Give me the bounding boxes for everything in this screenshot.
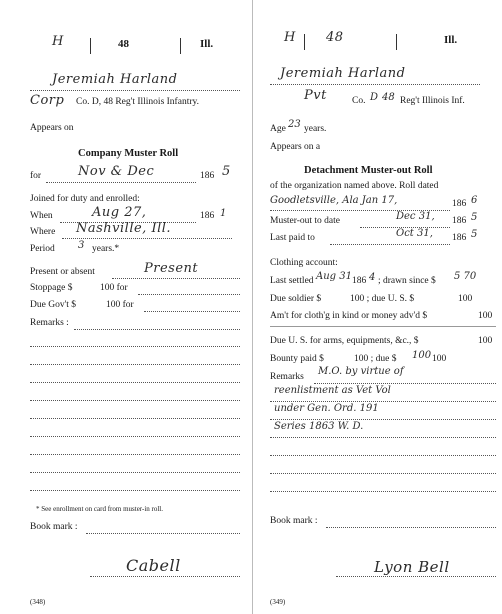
remarks-line [30, 382, 240, 383]
last-paid-line [330, 244, 450, 245]
year-label: 186 [200, 171, 215, 181]
due-soldier-end: 100 [458, 294, 473, 304]
bookmark-line [86, 533, 240, 534]
company-text: Co. D, 48 Reg't Illinois Infantry. [76, 97, 199, 107]
present-line [112, 278, 240, 279]
due-gov-line [144, 311, 240, 312]
age-suffix: years. [304, 124, 327, 134]
footnote: * See enrollment on card from muster-in roll. [36, 505, 163, 513]
remarks-line [314, 383, 496, 384]
for-label: for [30, 171, 42, 181]
header-separator [304, 34, 305, 50]
stoppage-line [138, 294, 240, 295]
drawn-value: 5 70 [454, 271, 477, 282]
due-soldier-label: Due soldier $ [270, 294, 322, 304]
due-gov-suffix: 100 for [106, 300, 134, 310]
period-suffix: years.* [92, 244, 120, 254]
header-separator [180, 38, 181, 54]
remarks-line [30, 454, 240, 455]
organization-line: of the organization named above. Roll dated [270, 181, 439, 191]
signature-line [336, 576, 496, 577]
remarks-line [30, 418, 240, 419]
stoppage-label: Stoppage $ [30, 283, 73, 293]
muster-out-label: Muster-out to date [270, 216, 340, 226]
company-letter: D [370, 92, 379, 103]
header-initial: H [52, 34, 64, 49]
stoppage-suffix: 100 for [100, 283, 128, 293]
left-card [0, 0, 250, 614]
name-line [270, 84, 480, 85]
year-value: 5 [222, 164, 231, 179]
remarks-line [30, 436, 240, 437]
last-settled-year: 186 [352, 276, 367, 286]
age-value: 23 [288, 119, 301, 130]
for-value: Nov & Dec [78, 164, 155, 179]
when-label: When [30, 211, 53, 221]
remarks-label: Remarks : [30, 318, 69, 328]
last-settled-value: Aug 31 [316, 271, 352, 282]
age-label: Age [270, 124, 286, 134]
company-suffix: Reg't Illinois Inf. [400, 96, 465, 106]
last-settled-year-value: 4 [369, 272, 376, 283]
state-abbrev: Ill. [444, 34, 458, 46]
copyist-signature: Lyon Bell [374, 558, 450, 576]
roll-dated-year: 186 [452, 199, 467, 209]
card-divider [252, 0, 253, 614]
header-separator [90, 38, 91, 54]
bounty-value: 100 [412, 350, 432, 361]
remarks-line [30, 472, 240, 473]
muster-out-value: Dec 31, [396, 211, 435, 222]
remarks-label: Remarks [270, 372, 304, 382]
due-gov-label: Due Gov't $ [30, 300, 77, 310]
signature-line [90, 576, 240, 577]
soldier-rank: Corp [30, 93, 65, 108]
roll-dated-value: Goodletsville, Ala Jan 17, [270, 195, 398, 206]
appears-on: Appears on a [270, 142, 321, 152]
remarks-line [270, 419, 496, 420]
footer-code: (348) [30, 598, 46, 606]
right-card [256, 0, 502, 614]
muster-out-year: 186 [452, 216, 467, 226]
when-year-value: 1 [220, 208, 227, 219]
company-number: 48 [382, 92, 395, 103]
for-line [46, 182, 196, 183]
soldier-name: Jeremiah Harland [52, 72, 178, 87]
present-value: Present [144, 261, 199, 276]
header-separator [396, 34, 397, 50]
last-paid-year: 186 [452, 233, 467, 243]
footer-code: (349) [270, 598, 286, 606]
state-abbrev: Ill. [200, 38, 214, 50]
bookmark-label: Book mark : [270, 516, 318, 526]
header-initial: H [284, 30, 296, 45]
remarks-line-3: under Gen. Ord. 191 [274, 403, 379, 414]
present-label: Present or absent [30, 267, 95, 277]
joined-label: Joined for duty and enrolled: [30, 194, 140, 204]
remarks-line [270, 437, 496, 438]
where-value: Nashville, Ill. [76, 221, 172, 236]
section-rule [270, 326, 496, 327]
last-paid-label: Last paid to [270, 233, 315, 243]
clothing-label: Clothing account: [270, 258, 338, 268]
regiment-number: 48 [118, 38, 129, 50]
bounty-end: 100 [432, 354, 447, 364]
last-paid-value: Oct 31, [396, 228, 433, 239]
last-settled-label: Last settled [270, 276, 314, 286]
amount-clothing-end: 100 [478, 311, 493, 321]
bounty-mid: 100 ; due $ [354, 354, 397, 364]
remarks-line [30, 364, 240, 365]
copyist-signature: Cabell [126, 556, 181, 575]
name-line [30, 90, 240, 91]
remarks-line [74, 329, 240, 330]
amount-clothing-label: Am't for cloth'g in kind or money adv'd $ [270, 311, 428, 321]
appears-on: Appears on [30, 123, 74, 133]
when-value: Aug 27, [92, 205, 147, 220]
roll-dated-year-value: 6 [471, 195, 478, 206]
period-label: Period [30, 244, 55, 254]
due-us-label: Due U. S. for arms, equipments, &c., $ [270, 336, 419, 346]
where-label: Where [30, 227, 56, 237]
muster-out-year-value: 5 [471, 212, 478, 223]
roll-title: Detachment Muster-out Roll [304, 165, 433, 176]
when-year-label: 186 [200, 211, 215, 221]
remarks-line [270, 455, 496, 456]
remarks-line [270, 401, 496, 402]
due-us-end: 100 [478, 336, 493, 346]
drawn-label: ; drawn since $ [378, 276, 436, 286]
bookmark-line [326, 527, 496, 528]
bounty-label: Bounty paid $ [270, 354, 324, 364]
last-paid-year-value: 5 [471, 229, 478, 240]
company-prefix: Co. [352, 96, 366, 106]
remarks-line-1: M.O. by virtue of [318, 366, 404, 377]
period-value: 3 [78, 240, 85, 251]
remarks-line [30, 400, 240, 401]
roll-title: Company Muster Roll [78, 148, 179, 159]
remarks-line [270, 473, 496, 474]
remarks-line [30, 490, 240, 491]
bookmark-label: Book mark : [30, 522, 78, 532]
regiment-number: 48 [326, 30, 344, 45]
remarks-line-4: Series 1863 W. D. [274, 421, 364, 432]
remarks-line [30, 346, 240, 347]
where-line [62, 238, 232, 239]
remarks-line-2: reenlistment as Vet Vol [274, 385, 391, 396]
remarks-line [270, 491, 496, 492]
due-soldier-mid: 100 ; due U. S. $ [350, 294, 415, 304]
soldier-rank: Pvt [304, 88, 327, 103]
soldier-name: Jeremiah Harland [280, 66, 406, 81]
